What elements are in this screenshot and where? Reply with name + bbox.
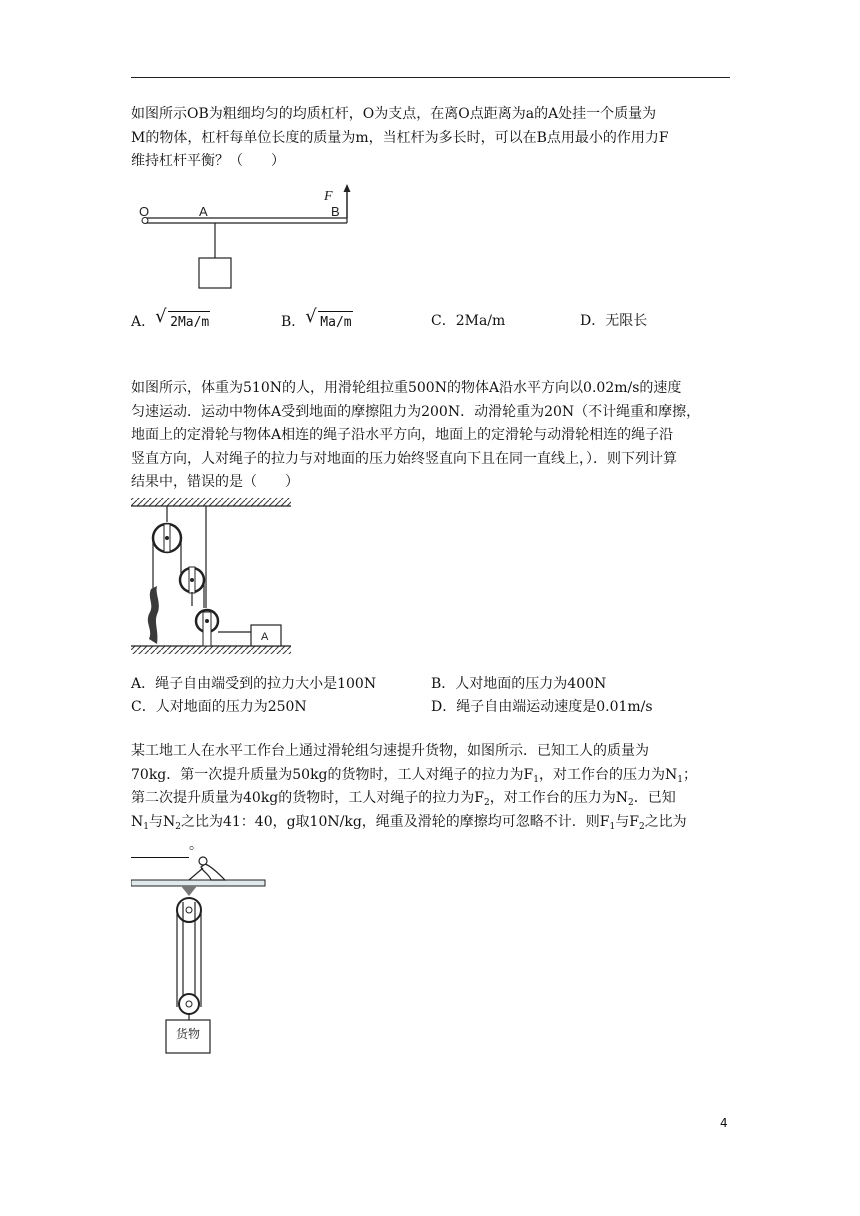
worker-body [201, 864, 225, 880]
q1-option-a-expr: 2Ma/m [168, 311, 210, 333]
q2-line-3: 地面上的定滑轮与物体A相连的绳子沿水平方向，地面上的定滑轮与动滑轮相连的绳子沿 [131, 427, 674, 443]
label-o: O [139, 204, 150, 219]
pulley-system-figure-1 [131, 494, 296, 662]
q2-line-1: 如图所示，体重为510N的人，用滑轮组拉重500N的物体A沿水平方向以0.02m/s的速度 [131, 380, 682, 396]
label-f: F [324, 189, 333, 204]
q1-option-a-prefix: A． [131, 314, 156, 330]
q1-option-a[interactable] [131, 306, 210, 333]
sqrt-expression-b: √ Ma/m [305, 311, 352, 333]
sqrt-expression-a: √ 2Ma/m [155, 311, 210, 333]
question-1-text [131, 103, 731, 174]
question-2-text [131, 377, 731, 495]
person-figure [148, 586, 159, 644]
q1-option-b-expr: Ma/m [318, 311, 352, 333]
q1-option-b-prefix: B． [281, 314, 306, 330]
ceiling-mount [181, 886, 197, 896]
q2-line-2: 匀速运动．运动中物体A受到地面的摩擦阻力为200N．动滑轮重为20N（不计绳重和摩擦， [131, 403, 701, 420]
label-b: B [331, 204, 340, 219]
q3-line-3: 第二次提升质量为40kg的货物时，工人对绳子的拉力为$F_2$，对工作台的压力为$N_2$．已知 [131, 790, 676, 808]
q1-option-b[interactable] [281, 306, 353, 333]
pulley-system-figure-2 [131, 852, 267, 1058]
question-3-text [131, 740, 731, 858]
q3-line-4: $N_1$与$N_2$之比为41：40，g取10N/kg，绳重及滑轮的摩擦均可忽略不计．则$F_1$与$F_2$之比为 [131, 813, 687, 832]
work-platform [131, 880, 265, 886]
q1-option-d[interactable]: D．无限长 [580, 313, 648, 329]
block-a-label: A [261, 631, 269, 643]
q1-line-1: 如图所示OB为粗细均匀的均质杠杆，O为支点，在离O点距离为a的A处挂一个质量为 [131, 106, 657, 122]
label-a: A [199, 204, 208, 219]
q2-line-4: 竖直方向，人对绳子的拉力与对地面的压力始终竖直向下且在同一直线上，）．则下列计算 [131, 450, 677, 467]
q2-option-c[interactable]: C．人对地面的压力为250N [131, 699, 307, 715]
q1-line-2: M的物体，杠杆每单位长度的质量为m，当杠杆为多长时，可以在B点用最小的作用力F [131, 129, 669, 146]
q3-line-1: 某工地工人在水平工作台上通过滑轮组匀速提升货物，如图所示．已知工人的质量为 [131, 743, 649, 759]
ground-hatch [131, 646, 291, 654]
q2-option-b[interactable]: B．人对地面的压力为400N [431, 676, 607, 692]
force-arrowhead [344, 184, 351, 192]
q1-line-3: 维持杠杆平衡？（ ） [131, 153, 285, 169]
hanging-mass [199, 258, 231, 288]
worker-head [199, 857, 207, 865]
q3-line-2: 70kg．第一次提升质量为50kg的货物时，工人对绳子的拉力为$F_1$，对工作台的压力为$N_1$； [131, 766, 697, 785]
q1-option-c[interactable]: C．2Ma/m [431, 313, 506, 329]
cargo-label: 货物 [175, 1027, 201, 1041]
lever-figure [131, 180, 361, 295]
page-number: 4 [720, 1116, 728, 1130]
q2-line-5: 结果中，错误的是（ ） [131, 474, 299, 490]
ceiling-hatch [131, 498, 291, 506]
header-rule [131, 77, 730, 78]
q2-option-d[interactable]: D．绳子自由端运动速度是0.01m/s [431, 699, 653, 715]
q3-line-5: 。 [131, 834, 731, 858]
q2-option-a[interactable]: A．绳子自由端受到的拉力大小是100N [131, 676, 377, 692]
